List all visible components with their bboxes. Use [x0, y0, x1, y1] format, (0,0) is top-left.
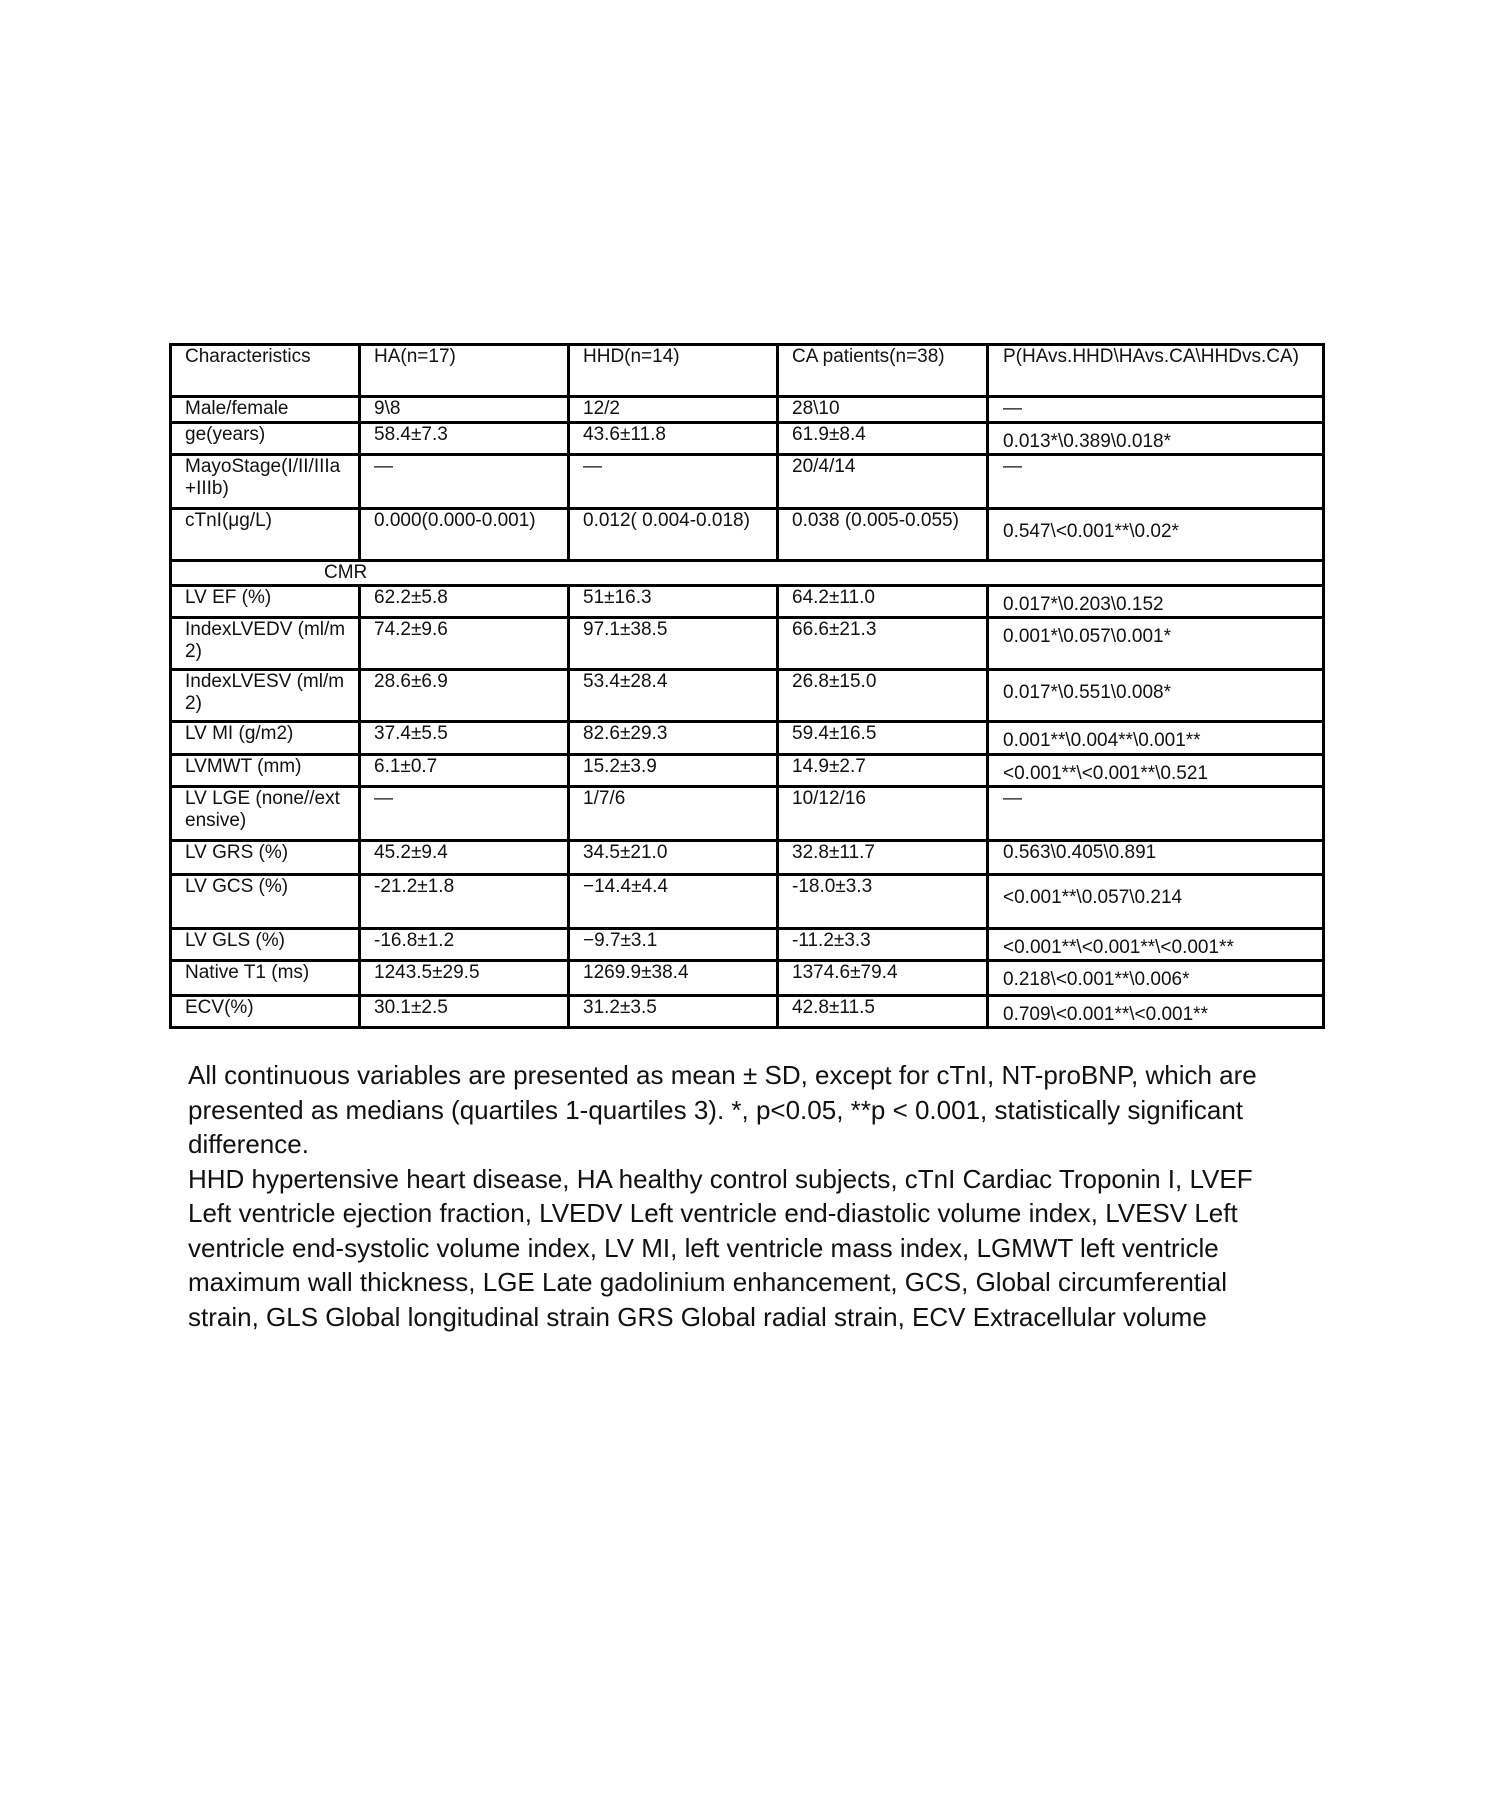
cell-ca: 1374.6±79.4	[778, 961, 988, 996]
cell-ca: 0.038 (0.005-0.055)	[778, 509, 988, 561]
table-row	[171, 996, 1324, 1028]
cell-hhd: 43.6±11.8	[569, 423, 778, 455]
cell-p: 0.563\0.405\0.891	[988, 841, 1324, 875]
cell-hhd: 12/2	[569, 397, 778, 423]
cell-p: 0.709\<0.001**\<0.001**	[988, 996, 1324, 1028]
cell-ha: 28.6±6.9	[360, 670, 569, 722]
cell-p: <0.001**\0.057\0.214	[988, 875, 1324, 929]
row-label: IndexLVEDV (ml/m2)	[171, 618, 360, 670]
cell-p: 0.017*\0.203\0.152	[988, 586, 1324, 618]
cell-hhd: 97.1±38.5	[569, 618, 778, 670]
cell-p: —	[988, 455, 1324, 509]
row-label: IndexLVESV (ml/m2)	[171, 670, 360, 722]
cell-ha: -16.8±1.2	[360, 929, 569, 961]
cell-hhd: —	[569, 455, 778, 509]
table-header-row	[171, 345, 1324, 397]
cell-hhd: 82.6±29.3	[569, 722, 778, 755]
table-row	[171, 586, 1324, 618]
cell-ca: 59.4±16.5	[778, 722, 988, 755]
cell-ha: —	[360, 455, 569, 509]
cell-ca: 14.9±2.7	[778, 755, 988, 787]
table-row	[171, 787, 1324, 841]
cell-ha: 6.1±0.7	[360, 755, 569, 787]
table-row	[171, 722, 1324, 755]
header-ca: CA patients(n=38)	[778, 345, 988, 397]
cell-ha: 37.4±5.5	[360, 722, 569, 755]
cell-p: <0.001**\<0.001**\<0.001**	[988, 929, 1324, 961]
cell-hhd: −14.4±4.4	[569, 875, 778, 929]
cell-ha: 30.1±2.5	[360, 996, 569, 1028]
row-label: LV GCS (%)	[171, 875, 360, 929]
cell-hhd: 15.2±3.9	[569, 755, 778, 787]
header-ha: HA(n=17)	[360, 345, 569, 397]
cell-ca: 28\10	[778, 397, 988, 423]
table-row	[171, 670, 1324, 722]
cell-p: 0.013*\0.389\0.018*	[988, 423, 1324, 455]
cell-p: 0.017*\0.551\0.008*	[988, 670, 1324, 722]
abbreviations-line: Left ventricle ejection fraction, LVEDV Left ventricle end-diastolic volume index, LVESV Left	[188, 1198, 1238, 1228]
cell-ha: 1243.5±29.5	[360, 961, 569, 996]
cell-ca: 64.2±11.0	[778, 586, 988, 618]
table-footnote	[188, 1058, 1438, 1334]
cell-p: 0.547\<0.001**\0.02*	[988, 509, 1324, 561]
cell-ha: —	[360, 787, 569, 841]
row-label: Male/female	[171, 397, 360, 423]
abbreviations-line: HHD hypertensive heart disease, HA healthy control subjects, cTnI Cardiac Troponin I, LVEF	[188, 1163, 1253, 1194]
row-label: MayoStage(I/II/IIIa +IIIb)	[171, 455, 360, 509]
characteristics-table	[169, 343, 1325, 1029]
cell-hhd: 51±16.3	[569, 586, 778, 618]
table-row	[171, 875, 1324, 929]
row-label: Native T1 (ms)	[171, 961, 360, 996]
cell-p: 0.001*\0.057\0.001*	[988, 618, 1324, 670]
cell-hhd: 0.012( 0.004-0.018)	[569, 509, 778, 561]
cell-ca: -18.0±3.3	[778, 875, 988, 929]
row-label: LV GRS (%)	[171, 841, 360, 875]
cell-ca: 26.8±15.0	[778, 670, 988, 722]
footnote-line: All continuous variables are presented as mean ± SD, except for cTnI, NT-proBNP, which are	[188, 1060, 1257, 1090]
row-label: LVMWT (mm)	[171, 755, 360, 787]
footnote-line: difference.	[188, 1129, 309, 1159]
cell-p: —	[988, 397, 1324, 423]
cell-ca: 10/12/16	[778, 787, 988, 841]
cell-ha: 58.4±7.3	[360, 423, 569, 455]
cell-hhd: 1/7/6	[569, 787, 778, 841]
cell-p: 0.001**\0.004**\0.001**	[988, 722, 1324, 755]
cell-ca: -11.2±3.3	[778, 929, 988, 961]
abbreviations-line: maximum wall thickness, LGE Late gadolinium enhancement, GCS, Global circumferential	[188, 1267, 1228, 1297]
row-label: LV LGE (none//extensive)	[171, 787, 360, 841]
row-label: LV GLS (%)	[171, 929, 360, 961]
row-label: ge(years)	[171, 423, 360, 455]
table-row	[171, 423, 1324, 455]
footnote-line: presented as medians (quartiles 1-quartiles 3). *, p<0.05, **p < 0.001, statistically significant	[188, 1094, 1244, 1125]
table-row	[171, 618, 1324, 670]
section-row-cmr	[171, 561, 1324, 586]
header-p-value: P(HAvs.HHD\HAvs.CA\HHDvs.CA)	[988, 345, 1324, 397]
abbreviations-line: strain, GLS Global longitudinal strain GRS Global radial strain, ECV Extracellular volume	[188, 1301, 1207, 1332]
table-row	[171, 397, 1324, 423]
cell-hhd: −9.7±3.1	[569, 929, 778, 961]
row-label: ECV(%)	[171, 996, 360, 1028]
table-row	[171, 841, 1324, 875]
row-label: cTnI(μg/L)	[171, 509, 360, 561]
table-row	[171, 455, 1324, 509]
cell-p: <0.001**\<0.001**\0.521	[988, 755, 1324, 787]
header-characteristics: Characteristics	[171, 345, 360, 397]
cell-ca: 61.9±8.4	[778, 423, 988, 455]
row-label: LV EF (%)	[171, 586, 360, 618]
cell-hhd: 34.5±21.0	[569, 841, 778, 875]
section-label: CMR	[171, 561, 1324, 586]
cell-ha: 9\8	[360, 397, 569, 423]
row-label: LV MI (g/m2)	[171, 722, 360, 755]
abbreviations-line: ventricle end-systolic volume index, LV MI, left ventricle mass index, LGMWT left ventricle	[188, 1232, 1219, 1263]
cell-ca: 32.8±11.7	[778, 841, 988, 875]
cell-ha: 62.2±5.8	[360, 586, 569, 618]
cell-hhd: 53.4±28.4	[569, 670, 778, 722]
cell-p: 0.218\<0.001**\0.006*	[988, 961, 1324, 996]
header-hhd: HHD(n=14)	[569, 345, 778, 397]
cell-ca: 42.8±11.5	[778, 996, 988, 1028]
table-row	[171, 755, 1324, 787]
table-row	[171, 961, 1324, 996]
cell-ha: 45.2±9.4	[360, 841, 569, 875]
table-row	[171, 929, 1324, 961]
cell-ha: -21.2±1.8	[360, 875, 569, 929]
cell-ha: 0.000(0.000-0.001)	[360, 509, 569, 561]
table-row	[171, 509, 1324, 561]
cell-ha: 74.2±9.6	[360, 618, 569, 670]
cell-ca: 66.6±21.3	[778, 618, 988, 670]
cell-hhd: 1269.9±38.4	[569, 961, 778, 996]
cell-hhd: 31.2±3.5	[569, 996, 778, 1028]
cell-p: —	[988, 787, 1324, 841]
cell-ca: 20/4/14	[778, 455, 988, 509]
